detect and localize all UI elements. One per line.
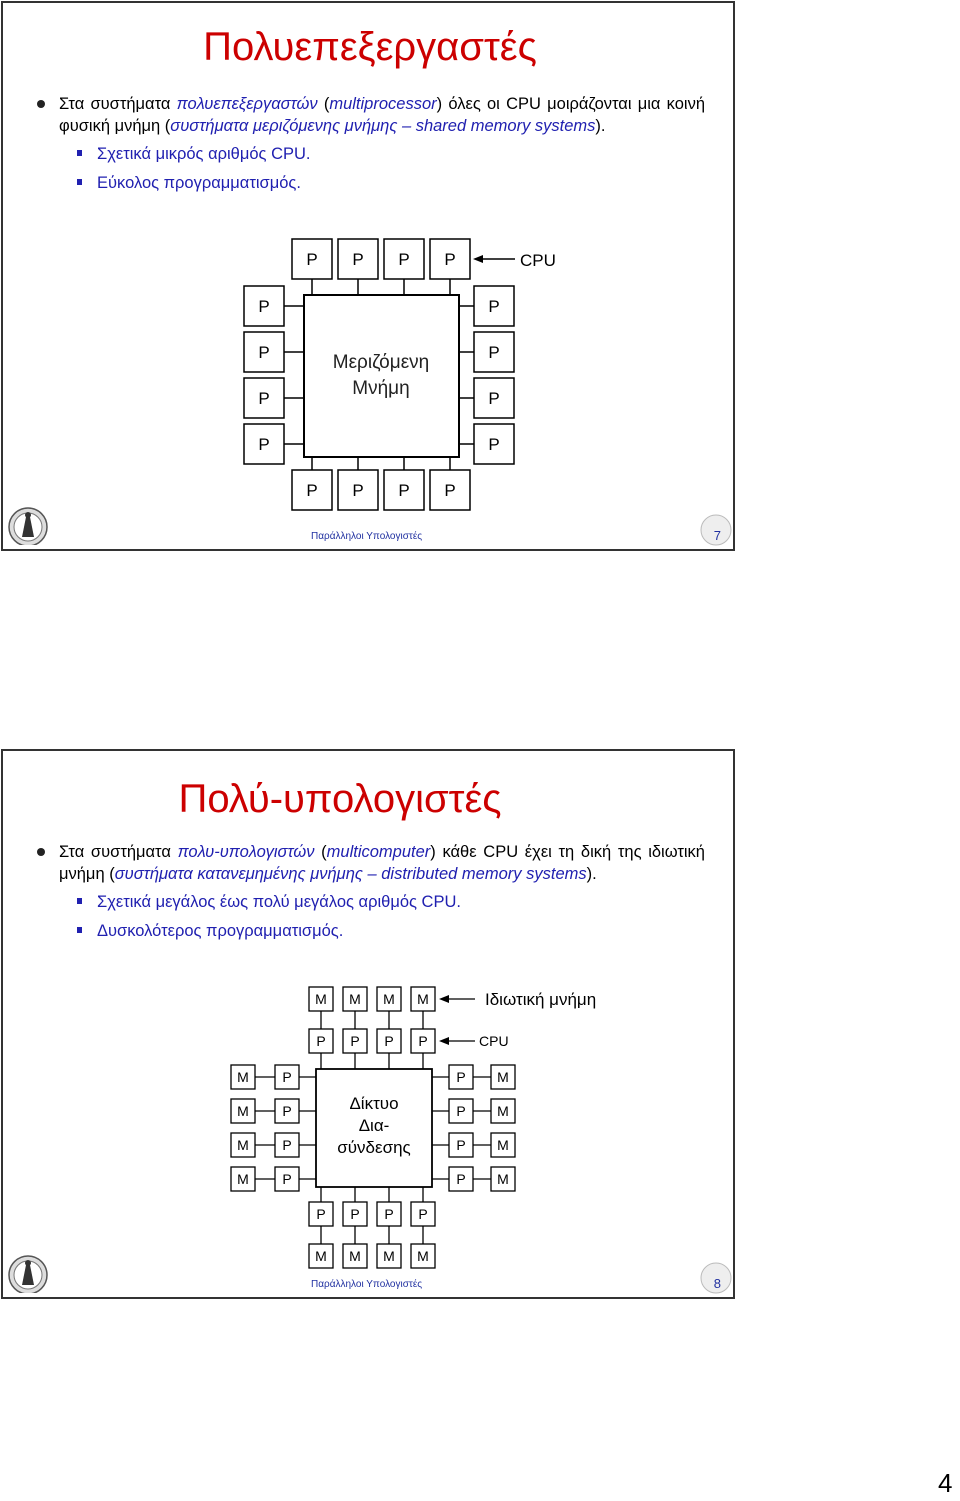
processor: P (384, 1033, 394, 1049)
arrow-icon (473, 255, 483, 263)
processor: P (316, 1206, 326, 1222)
university-logo-icon (5, 505, 51, 545)
memory-module: M (315, 991, 327, 1007)
processor: P (258, 389, 270, 408)
memory-module: M (237, 1103, 249, 1119)
memory-module: M (315, 1248, 327, 1264)
memory-module: M (417, 1248, 429, 1264)
processor: P (282, 1103, 292, 1119)
processor: P (418, 1033, 428, 1049)
slide-title: Πολύ-υπολογιστές (178, 777, 502, 821)
page-number: 8 (699, 1261, 733, 1295)
slide-footer (3, 509, 735, 547)
network-label: σύνδεσης (337, 1138, 411, 1157)
memory-module: M (237, 1171, 249, 1187)
slide-title: Πολυεπεξεργαστές (203, 25, 537, 69)
processor: P (258, 343, 270, 362)
cpu-label: CPU (520, 251, 556, 270)
network-label: Δίκτυο (349, 1094, 399, 1113)
processor: P (456, 1137, 466, 1153)
processor: P (306, 481, 318, 500)
memory-module: M (383, 991, 395, 1007)
memory-module: M (417, 991, 429, 1007)
private-memory-label: Ιδιωτική μνήμη (485, 990, 597, 1009)
processor: P (282, 1069, 292, 1085)
memory-module: M (497, 1103, 509, 1119)
shared-memory-diagram (3, 3, 735, 551)
memory-module: M (349, 1248, 361, 1264)
document-page-number: 4 (938, 1468, 953, 1498)
memory-module: M (497, 1171, 509, 1187)
processor: P (352, 250, 364, 269)
memory-module: M (237, 1069, 249, 1085)
main-bullet: Στα συστήματα πολυεπεξεργαστών (multiprocessor) όλες οι CPU μοιράζονται μια κοινή φυσική μνήμη (συστήματα μεριζόμενης μνήμης – shared memory systems). (41, 93, 705, 137)
slide-7 (1, 1, 735, 551)
memory-module: M (383, 1248, 395, 1264)
university-logo-icon (5, 1253, 51, 1293)
processor: P (258, 435, 270, 454)
sub-bullet: Εύκολος προγραμματισμός. (41, 172, 705, 194)
processor: P (384, 1206, 394, 1222)
processor: P (418, 1206, 428, 1222)
slide-footer (3, 1257, 735, 1295)
memory-label: Μεριζόμενη (332, 352, 430, 373)
processor: P (444, 481, 456, 500)
processor: P (488, 389, 500, 408)
main-bullet: Στα συστήματα πολυ-υπολογιστών (multicomputer) κάθε CPU έχει τη δική της ιδιωτική μνήμη (συστήματα κατανεμημένης μνήμης – distributed memory systems). (41, 841, 705, 885)
processor: P (488, 343, 500, 362)
processor: P (456, 1171, 466, 1187)
memory-module: M (237, 1137, 249, 1153)
slide-8 (1, 749, 735, 1299)
processor: P (456, 1103, 466, 1119)
processor: P (444, 250, 456, 269)
processor: P (316, 1033, 326, 1049)
sub-bullet: Σχετικά μικρός αριθμός CPU. (41, 143, 705, 165)
processor: P (352, 481, 364, 500)
processor: P (306, 250, 318, 269)
footer-text: Παράλληλοι Υπολογιστές (311, 1279, 423, 1290)
processor: P (488, 435, 500, 454)
memory-module: M (497, 1137, 509, 1153)
memory-label: Μνήμη (352, 378, 410, 399)
sub-bullet: Σχετικά μεγάλος έως πολύ μεγάλος αριθμός CPU. (41, 891, 705, 913)
processor: P (282, 1171, 292, 1187)
footer-text: Παράλληλοι Υπολογιστές (311, 531, 423, 542)
arrow-icon (439, 1037, 449, 1045)
processor: P (350, 1206, 360, 1222)
sub-bullet: Δυσκολότερος προγραμματισμός. (41, 920, 705, 942)
processor: P (258, 297, 270, 316)
page-number: 7 (699, 513, 733, 547)
processor: P (398, 481, 410, 500)
memory-module: M (349, 991, 361, 1007)
arrow-icon (439, 995, 449, 1003)
distributed-memory-diagram (3, 751, 735, 1299)
memory-module: M (497, 1069, 509, 1085)
network-label: Δια- (358, 1116, 390, 1135)
processor: P (398, 250, 410, 269)
processor: P (456, 1069, 466, 1085)
processor: P (282, 1137, 292, 1153)
cpu-label: CPU (479, 1033, 509, 1049)
processor: P (350, 1033, 360, 1049)
processor: P (488, 297, 500, 316)
